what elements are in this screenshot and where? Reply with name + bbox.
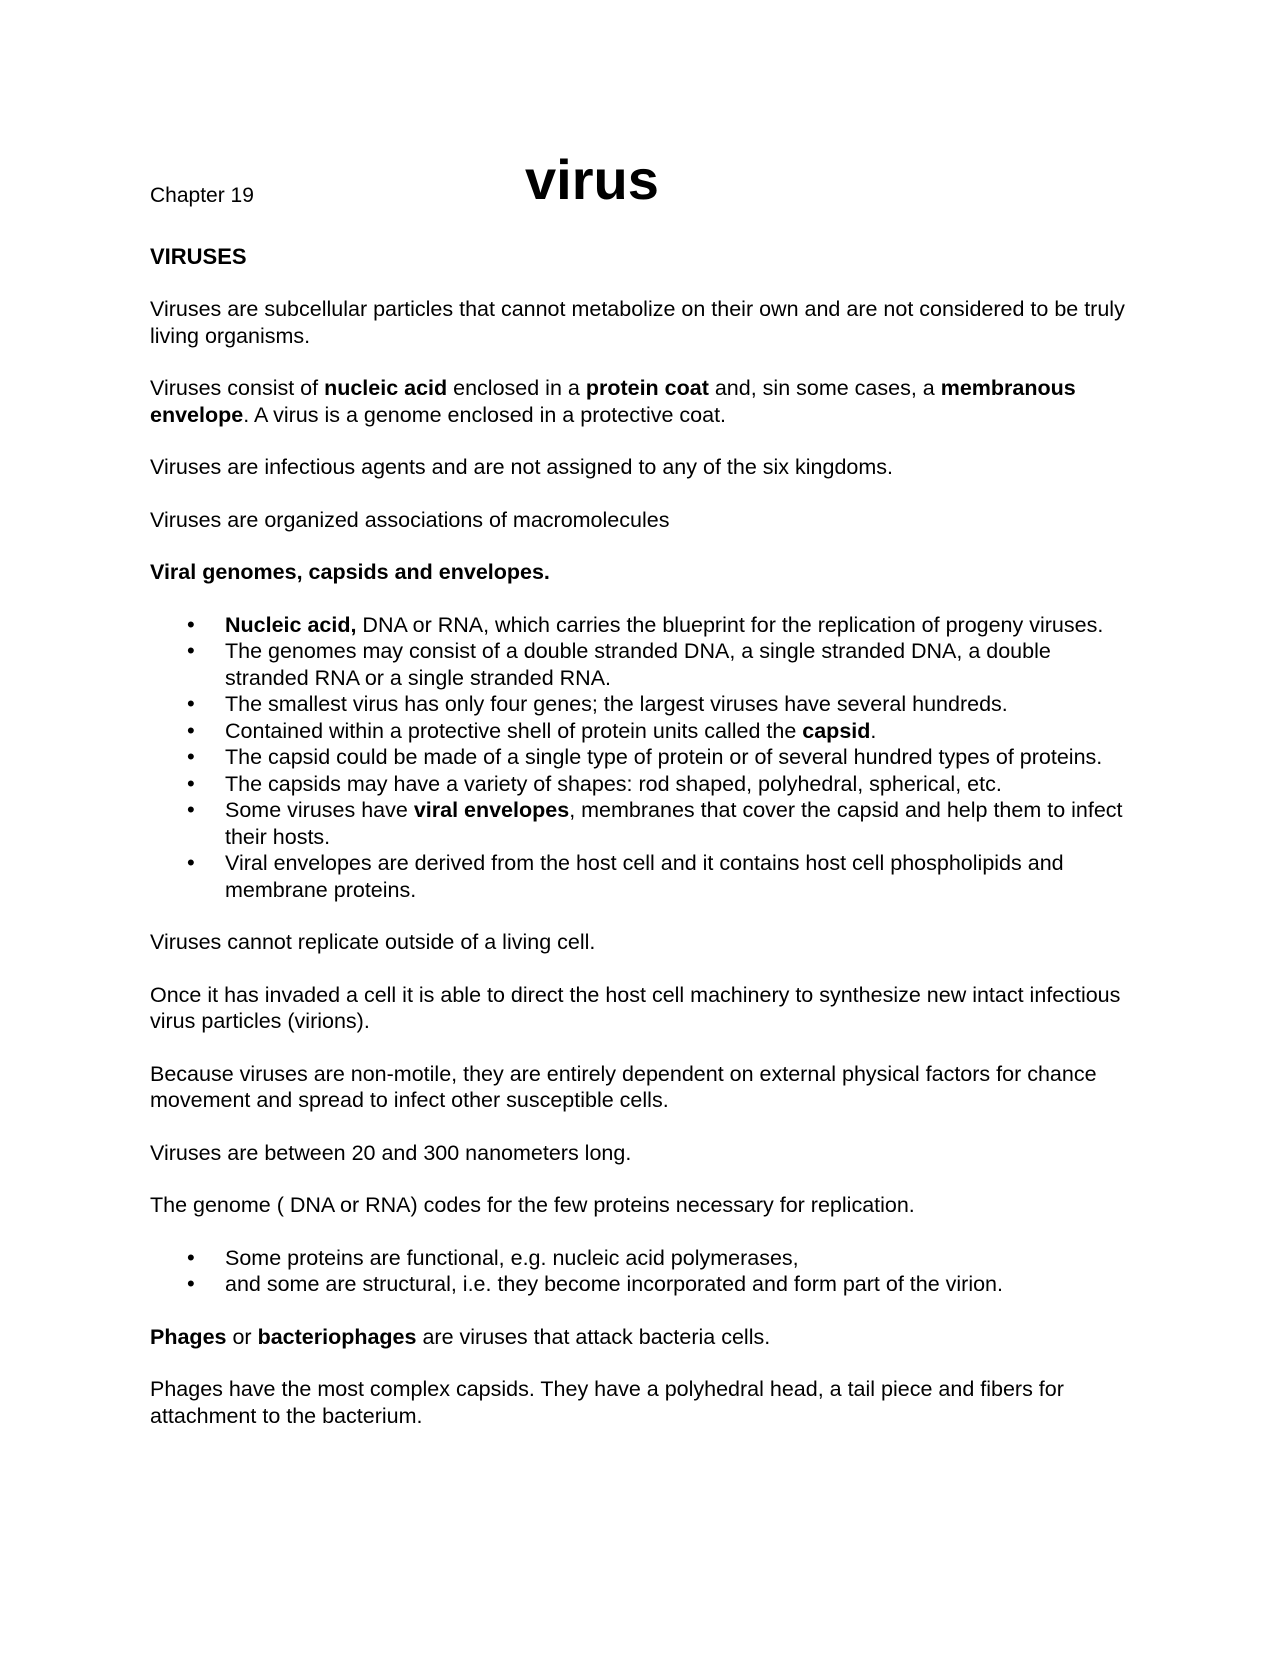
bullet-list-proteins — [150, 1245, 1140, 1298]
title-row — [150, 140, 1140, 220]
text-run: Some viruses have — [225, 798, 414, 822]
paragraph-organized: Viruses are organized associations of macromolecules — [150, 507, 670, 532]
paragraph-infectious: Viruses are infectious agents and are not assigned to any of the six kingdoms. — [150, 455, 893, 479]
term-nucleic-acid: Nucleic acid, — [225, 612, 357, 637]
list-item: • Viral envelopes are derived from the host cell and it contains host cell phospholipids and membrane proteins. — [225, 850, 1140, 903]
text-run: Contained within a protective shell of protein units called the — [225, 718, 803, 743]
paragraph-size: Viruses are between 20 and 300 nanometers long. — [150, 1140, 632, 1165]
text-run: enclosed in a — [447, 376, 586, 400]
text-run: . — [870, 718, 877, 743]
term-nucleic-acid: nucleic acid — [324, 376, 448, 400]
text-run: and, sin some cases, a — [708, 376, 941, 400]
term-phages: Phages — [150, 1324, 227, 1349]
paragraph-phage-capsids: Phages have the most complex capsids. They have a polyhedral head, a tail piece and fibers for attachment to the bacterium. — [150, 1377, 1064, 1428]
term-viral-envelopes: viral envelopes — [413, 798, 570, 822]
paragraph-invasion: Once it has invaded a cell it is able to direct the host cell machinery to synthesize new intact infectious virus particles (virions). — [150, 982, 1121, 1033]
paragraph-motility: Because viruses are non-motile, they are entirely dependent on external physical factors for chance movement and spread to infect other susceptible cells. — [150, 1061, 1097, 1112]
list-item: • and some are structural, i.e. they become incorporated and form part of the virion. — [225, 1271, 1140, 1298]
text-run: or — [226, 1324, 258, 1349]
list-item — [225, 797, 1140, 850]
term-protein-coat: protein coat — [585, 376, 709, 400]
term-bacteriophages: bacteriophages — [257, 1324, 417, 1349]
paragraph-replication: Viruses cannot replicate outside of a living cell. — [150, 930, 596, 954]
paragraph-composition — [150, 375, 1140, 428]
term-capsid: capsid — [802, 718, 871, 743]
text-run: DNA or RNA, which carries the blueprint for the replication of progeny viruses. — [356, 612, 1104, 637]
term-membranous-envelope: membranous envelope — [150, 376, 1076, 427]
list-item: • The genomes may consist of a double stranded DNA, a single stranded DNA, a double stranded RNA or a single stranded RNA. — [225, 638, 1140, 691]
paragraph-definition: Viruses are subcellular particles that cannot metabolize on their own and are not considered to be truly living organisms. — [150, 297, 1125, 348]
subheading-genomes: Viral genomes, capsids and envelopes. — [150, 560, 550, 584]
list-item — [225, 718, 1140, 745]
list-item — [225, 612, 1140, 639]
text-run: are viruses that attack bacteria cells. — [416, 1324, 771, 1349]
text-run: , membranes that cover the capsid and help them to infect their hosts. — [225, 798, 1123, 849]
text-run: Viruses consist of — [150, 376, 325, 400]
page-title: virus — [525, 148, 659, 211]
text-run: . A virus is a genome enclosed in a protective coat. — [243, 402, 727, 427]
document-page — [150, 140, 1140, 1429]
paragraph-phages — [150, 1324, 1140, 1351]
section-heading: VIRUSES — [150, 244, 247, 269]
list-item: • Some proteins are functional, e.g. nucleic acid polymerases, — [225, 1245, 1140, 1272]
chapter-label: Chapter 19 — [150, 184, 254, 207]
paragraph-genome: The genome ( DNA or RNA) codes for the few proteins necessary for replication. — [150, 1193, 915, 1217]
list-item: • The smallest virus has only four genes; the largest viruses have several hundreds. — [225, 691, 1140, 718]
bullet-list-genomes — [150, 612, 1140, 904]
list-item: • The capsids may have a variety of shapes: rod shaped, polyhedral, spherical, etc. — [225, 771, 1140, 798]
list-item: • The capsid could be made of a single type of protein or of several hundred types of proteins. — [225, 744, 1140, 771]
